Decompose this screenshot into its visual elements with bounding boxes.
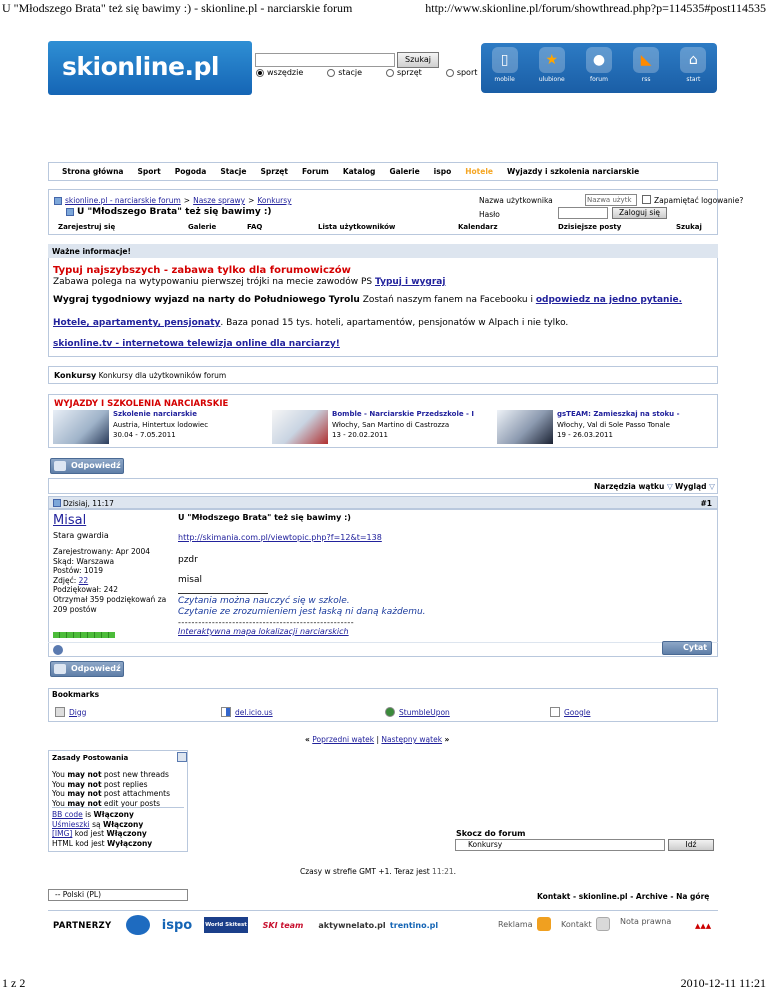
offline-icon [53, 645, 63, 655]
bookmark-stumbleupon[interactable]: StumbleUpon [385, 707, 450, 717]
forum-icon [54, 197, 62, 205]
search-input[interactable] [255, 53, 395, 67]
radio-dot-icon[interactable] [327, 69, 335, 77]
hotels-link[interactable]: Hotele, apartamenty, pensjonaty [53, 318, 221, 328]
skitv-link[interactable]: skionline.tv - internetowa telewizja online dla narciarzy! [53, 339, 340, 349]
breadcrumb: skionline.pl - narciarskie forum > Nasze sprawy > Konkursy [54, 196, 292, 205]
bookmarks-heading: Bookmarks [52, 690, 100, 699]
contact-link[interactable]: Kontakt [561, 917, 610, 931]
phone-icon: ▯ [492, 47, 518, 73]
radio-gear[interactable]: sprzęt [386, 68, 422, 77]
thread-title: U "Młodszego Brata" też się bawimy :) [66, 207, 272, 217]
nav-catalog[interactable]: Katalog [342, 167, 376, 176]
quote-button[interactable]: Cytat [662, 641, 712, 655]
chevron-down-icon: ▽ [709, 482, 715, 491]
ad-link[interactable]: Reklama [498, 917, 551, 931]
info-line-2: Zabawa polega na wytypowaniu pierwszej trójki na mecie zawodów PS Typuj i wygraj [53, 277, 446, 287]
chat-icon: ● [586, 47, 612, 73]
signature-line: Czytania można nauczyć się w szkole. [178, 596, 350, 606]
info-line-5 [53, 339, 340, 349]
print-page: 1 z 2 [2, 976, 26, 990]
trip-item[interactable]: Szkolenie narciarskie Austria, Hintertux lodowiec 30.04 - 7.05.2011 [53, 410, 268, 444]
nav-gear[interactable]: Sprzęt [260, 167, 288, 176]
partner-logo[interactable]: World Skitest [204, 917, 248, 933]
radio-dot-icon[interactable] [446, 69, 454, 77]
partner-logo[interactable]: ispo [161, 917, 193, 933]
nav-home[interactable]: Strona główna [62, 167, 124, 176]
search-scope [256, 68, 477, 77]
nav-weather[interactable]: Pogoda [174, 167, 207, 176]
partners-label: PARTNERZY [53, 921, 112, 931]
nav-stations[interactable]: Stacje [220, 167, 247, 176]
galleries-link[interactable]: Galerie [188, 223, 217, 231]
home-icon: ⌂ [680, 47, 706, 73]
signature-line: Czytanie ze zrozumieniem jest łaską ni daną każdemu. [178, 607, 426, 617]
stumbleupon-icon [385, 707, 395, 717]
user-details: Zarejestrowany: Apr 2004 Skąd: Warszawa Postów: 1019 Zdjęć: 22 Podziękował: 242 Otrzymał 359 podziękowań za 209 postów [53, 547, 167, 614]
main-nav [48, 162, 718, 181]
crumb-our-matters[interactable]: Nasze sprawy [193, 196, 246, 205]
rules-divider [52, 807, 184, 808]
remember-checkbox[interactable] [642, 195, 651, 204]
post-text: pzdr [178, 555, 198, 565]
partner-logo[interactable]: trentino.pl [389, 920, 439, 930]
print-title: U "Młodszego Brata" też się bawimy :) - skionline.pl - narciarskie forum [2, 1, 353, 15]
radio-stations[interactable]: stacje [327, 68, 362, 77]
view-menu[interactable]: Wygląd ▽ [675, 482, 715, 491]
post-footer [48, 642, 718, 657]
ad-icon [537, 917, 551, 931]
radio-dot-icon[interactable] [256, 69, 264, 77]
today-posts-link[interactable]: Dzisiejsze posty [558, 223, 622, 231]
reputation-bar [53, 632, 115, 638]
thread-tools-bar [48, 478, 718, 494]
post-text: misal [178, 575, 202, 585]
next-thread-link[interactable]: Następny wątek [381, 735, 443, 744]
info-line-1: Typuj najszybszych - zabawa tylko dla forumowiczów [53, 265, 351, 276]
rss-icon: ◣ [633, 47, 659, 73]
forum-description: Konkursy Konkursy dla użytkowników forum [48, 366, 718, 384]
nav-hotels[interactable]: Hotele [465, 167, 493, 176]
mail-icon [596, 917, 610, 931]
trip-photo[interactable] [497, 410, 553, 444]
trip-item[interactable]: Bomble - Narciarskie Przedszkole - I Włochy, San Martino di Castrozza 13 - 20.02.2011 [272, 410, 487, 444]
trips-heading: WYJAZDY I SZKOLENIA NARCIARSKIE [54, 399, 229, 409]
post-title: U "Młodszego Brata" też się bawimy :) [178, 513, 351, 522]
bbcode-link[interactable]: BB code [52, 810, 83, 819]
map-link[interactable]: Interaktywna mapa lokalizacji narciarskich [178, 627, 349, 636]
trip-photo[interactable] [53, 410, 109, 444]
partner-logo[interactable]: SKI team [262, 920, 304, 930]
post-header: Dzisiaj, 11:17 #1 [48, 496, 718, 509]
post-link[interactable]: http://skimania.com.pl/viewtopic.php?f=12&t=138 [178, 533, 382, 542]
post-number[interactable]: #1 [700, 499, 712, 508]
info-line-4: Hotele, apartamenty, pensjonaty. Baza ponad 15 tys. hoteli, apartamentów, pensjonatów w Alpach i nie tylko. [53, 318, 569, 328]
smilies-link[interactable]: Uśmieszki [52, 819, 90, 829]
password-input[interactable] [558, 207, 608, 219]
forum-jump-select[interactable]: Konkursy [455, 839, 665, 851]
thread-tools-menu[interactable]: Narzędzia wątku ▽ [594, 482, 673, 491]
info-line-3: Wygraj tygodniowy wyjazd na narty do Południowego Tyrolu Zostań naszym fanem na Facebooku i odpowiedz na jedno pytanie. [53, 295, 683, 305]
crumb-root[interactable]: skionline.pl - narciarskie forum [65, 196, 181, 205]
star-icon: ★ [539, 47, 565, 73]
register-link[interactable]: Zarejestruj się [58, 223, 116, 231]
post-author[interactable]: Misal [53, 513, 87, 528]
legal-link[interactable]: Nota prawna [620, 917, 672, 926]
nav-trips[interactable]: Wyjazdy i szkolenia narciarskie [507, 167, 640, 176]
google-icon [550, 707, 560, 717]
prev-thread-link[interactable]: Poprzedni wątek [312, 735, 375, 744]
user-rank: Stara gwardia [53, 531, 109, 540]
username-input[interactable]: Nazwa użytk [585, 194, 637, 206]
nav-sport[interactable]: Sport [137, 167, 161, 176]
faq-link[interactable]: FAQ [247, 223, 263, 231]
members-link[interactable]: Lista użytkowników [318, 223, 396, 231]
remember-label: Zapamiętać logowanie? [654, 196, 744, 205]
forum-jump-button[interactable]: Idź [668, 839, 714, 851]
chevron-down-icon: ▽ [667, 482, 673, 491]
photos-link[interactable]: 22 [78, 575, 89, 585]
partner-logo[interactable] [123, 913, 153, 937]
posting-settings: BB code is Włączony Uśmieszki są Włączony [IMG] kod jest Włączony HTML kod jest Wyłączony [52, 810, 153, 848]
radio-sport[interactable]: sport [446, 68, 478, 77]
signature-line: ---------------------------------------------------- [178, 618, 355, 627]
footer-links[interactable]: Kontakt - skionline.pl - Archive - Na górę [537, 892, 710, 901]
print-url: http://www.skionline.pl/forum/showthread.php?p=114535#post114535 [425, 1, 766, 15]
nav-ispo[interactable]: ispo [433, 167, 452, 176]
bookmark-google[interactable]: Google [550, 707, 590, 717]
nav-start[interactable]: ⌂ start [673, 47, 713, 83]
nav-forum-link[interactable]: Forum [301, 167, 329, 176]
print-datetime: 2010-12-11 11:21 [680, 976, 766, 990]
crumb-contests[interactable]: Konkursy [257, 196, 292, 205]
info-heading: Ważne informacje! [48, 244, 718, 258]
radio-all[interactable]: wszędzie [256, 68, 303, 77]
answer-link[interactable]: odpowiedz na jedno pytanie. [535, 295, 683, 305]
nav-favorites[interactable]: ★ ulubione [532, 47, 572, 83]
calendar-link[interactable]: Kalendarz [458, 223, 498, 231]
thread-pager: « Poprzedni wątek | Następny wątek » [305, 735, 450, 744]
bookmark-delicious[interactable]: del.icio.us [221, 707, 273, 717]
forum-jump-label: Skocz do forum [456, 829, 526, 838]
posting-rules: You may not post new threads You may not post replies You may not post attachments You may not edit your posts [52, 770, 170, 808]
post-icon [53, 499, 61, 507]
badge-icon [126, 915, 150, 935]
signature-divider [178, 593, 268, 594]
trip-item[interactable]: gsTEAM: Zamieszkaj na stoku - Włochy, Val di Sole Passo Tonale 19 - 26.03.2011 [497, 410, 712, 444]
radio-dot-icon[interactable] [386, 69, 394, 77]
trip-photo[interactable] [272, 410, 328, 444]
search-link[interactable]: Szukaj [676, 223, 702, 231]
timezone-info: Czasy w strefie GMT +1. Teraz jest 11:21. [300, 867, 457, 876]
quick-icons [481, 43, 717, 93]
nav-rss[interactable]: ◣ rss [626, 47, 666, 83]
text-size-icon[interactable]: ▲▲▲ [695, 922, 712, 930]
language-select[interactable]: -- Polski (PL) [48, 889, 188, 901]
posting-rules-heading: Zasady Postowania [52, 754, 129, 762]
site-logo[interactable]: skionline.pl [62, 52, 219, 81]
username-label: Nazwa użytkownika [479, 196, 553, 205]
login-button[interactable]: Zaloguj się [612, 207, 667, 219]
img-code-link[interactable]: [IMG] [52, 829, 73, 838]
nav-mobile[interactable]: ▯ mobile [485, 47, 525, 83]
bookmarks-panel [48, 688, 718, 722]
search-button[interactable]: Szukaj [397, 52, 439, 68]
bet-link[interactable]: Typuj i wygraj [375, 277, 446, 287]
reply-button-bottom[interactable]: Odpowiedź [50, 661, 124, 677]
sub-nav [48, 222, 718, 235]
thread-icon [66, 208, 74, 216]
digg-icon [55, 707, 65, 717]
bookmark-digg[interactable]: Digg [55, 707, 86, 717]
password-label: Hasło [479, 210, 500, 219]
nav-galleries[interactable]: Galerie [389, 167, 420, 176]
delicious-icon [221, 707, 231, 717]
collapse-icon[interactable] [177, 752, 187, 762]
reply-button-top[interactable]: Odpowiedź [50, 458, 124, 474]
partner-logo[interactable]: aktywnelato.pl [318, 920, 386, 930]
nav-forum[interactable]: ● forum [579, 47, 619, 83]
